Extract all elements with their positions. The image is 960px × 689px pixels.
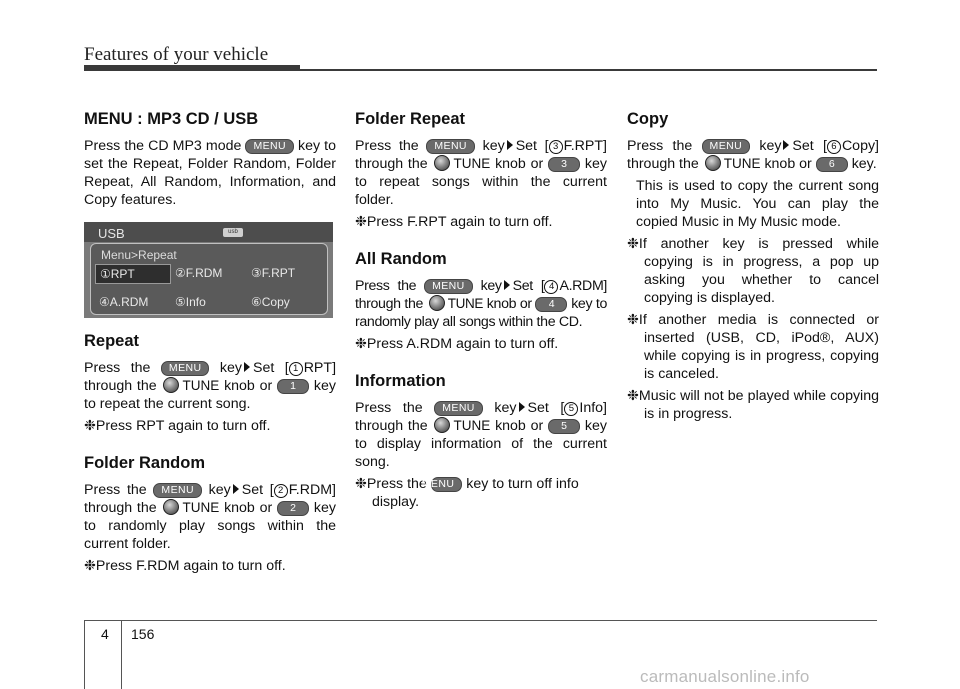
note-mark-icon: ❉ [627,236,639,252]
text: key [219,360,242,376]
menu-key-icon: MENU [434,401,483,416]
text: through the [627,156,699,172]
note-text: Press the [366,476,427,492]
text: through the [355,296,424,312]
text: Set [ [792,138,827,154]
note-mark-icon: ❉ [627,312,639,328]
circled-number-icon: 3 [549,140,563,154]
note-text: Music will not be played while copying is in progress. [638,388,879,422]
tune-label: TUNE [453,418,491,433]
text: Set [ [252,360,289,376]
menu-key-icon: MENU [431,477,463,492]
arrow-right-icon [783,140,789,150]
tune-knob-icon [434,155,450,171]
screen-menu-items [95,264,323,318]
all-random-note [355,335,607,353]
text: knob or [486,296,532,312]
tune-knob-icon [434,417,450,433]
arrow-right-icon [504,280,510,290]
watermark: carmanualsonline.info [640,667,810,686]
note-mark-icon: ❉ [355,214,367,230]
circled-number-icon: 1 [289,362,303,376]
copy-title: Copy [627,110,669,128]
folder-repeat-note [355,213,607,231]
text: key to randomly play all songs within the CD. [355,296,608,330]
folder-random-title: Folder Random [84,454,206,472]
footer-rule [84,620,877,621]
text: knob or [224,500,273,516]
folder-repeat-paragraph [355,137,607,209]
text: Press the [84,482,147,498]
note-text: Press F.RPT again to turn off. [366,214,553,230]
text: Press the [355,400,423,416]
information-title: Information [355,372,446,390]
chapter-number: 4 [101,626,109,642]
copy-note [627,235,879,307]
repeat-note [84,417,336,435]
menu-key-icon: MENU [153,483,202,498]
arrow-right-icon [507,140,513,150]
usb-menu-screen [84,222,333,318]
screen-menu-item-frpt: ③F.RPT [251,266,296,280]
folder-repeat-title: Folder Repeat [355,110,466,128]
note-text: Press F.RDM again to turn off. [95,558,286,574]
copy-note [627,387,879,423]
usb-badge-icon: usb [223,228,243,237]
folder-random-note [84,557,336,575]
screen-menu-item-frdm: ②F.RDM [175,266,223,280]
number-key-icon: 1 [277,379,309,394]
menu-key-icon: MENU [424,279,473,294]
note-mark-icon: ❉ [84,558,96,574]
text: Press the [84,360,151,376]
text: key to randomly play songs within the current folder. [84,500,336,552]
note-text: Press A.RDM again to turn off. [366,336,559,352]
note-text: key to turn off info display. [372,476,579,510]
text: key to display information of the current song. [355,418,607,470]
number-key-icon: 4 [535,297,567,312]
circled-number-icon: 4 [544,280,558,294]
note-text: If another key is pressed while copying is in progress, a pop up asking you whether to cancel copying is displayed. [638,236,879,306]
intro-text-pre: Press the CD MP3 mode [84,138,242,154]
number-key-icon: 3 [548,157,580,172]
text: key [208,482,231,498]
text: through the [84,500,157,516]
footer-divider [121,620,122,689]
note-text: If another media is connected or inserted (USB, CD, iPod®, AUX) while copying is in progress, copying is canceled. [638,312,879,382]
column-2 [355,108,607,515]
tune-knob-icon [163,377,179,393]
number-key-icon: 5 [548,419,580,434]
screen-menu-item-rpt: ①RPT [95,264,171,284]
all-random-title: All Random [355,250,447,268]
page-number: 156 [131,626,155,642]
tune-label: TUNE [182,378,220,393]
main-section-title: MENU : MP3 CD / USB [84,110,259,128]
text: RPT] [303,360,337,376]
menu-key-icon: MENU [426,139,475,154]
text: knob or [224,378,273,394]
header-rule-thick [84,65,300,71]
intro-paragraph [84,137,336,209]
header-rule-thin [300,69,877,71]
text: knob or [495,418,544,434]
text: Press the [355,278,417,294]
text: Press the [627,138,693,154]
copy-description: This is used to copy the current song into My Music. You can play the copied Music in My Music mode. [636,178,879,230]
text: Copy] [841,138,879,154]
tune-label: TUNE [453,156,491,171]
text: key to repeat songs within the current folder. [355,156,607,208]
note-mark-icon: ❉ [627,388,639,404]
note-mark-icon: ❉ [84,418,96,434]
tune-label: TUNE [182,500,220,515]
text: key [482,138,505,154]
information-note [355,475,607,511]
text: knob or [764,156,812,172]
copy-paragraph [627,137,879,173]
note-text: Press RPT again to turn off. [95,418,271,434]
text: A.RDM] [559,278,608,294]
note-mark-icon: ❉ [355,476,367,492]
folder-random-paragraph [84,481,336,553]
arrow-right-icon [519,402,525,412]
circled-number-icon: 2 [274,484,288,498]
circled-number-icon: 6 [827,140,841,154]
menu-key-icon: MENU [702,139,751,154]
text: F.RPT] [563,138,607,154]
circled-number-icon: 5 [564,402,578,416]
text: key. [851,156,877,172]
menu-key-icon: MENU [245,139,294,154]
screen-menu-panel [90,243,328,315]
repeat-paragraph [84,359,336,413]
number-key-icon: 2 [277,501,309,516]
text: Press the [355,138,419,154]
intro-text-post: key to set the Repeat, Folder Random, Folder Repeat, All Random, Information, and Copy features. [84,138,336,208]
all-random-paragraph [355,277,607,331]
screen-title: USB [98,226,125,241]
footer-divider [84,620,85,689]
text: key [494,400,517,416]
text: through the [84,378,157,394]
text: through the [355,418,428,434]
screen-menu-item-info: ⑤Info [175,295,206,309]
text: knob or [495,156,544,172]
screen-menu-item-copy: ⑥Copy [251,295,290,309]
screen-menu-path: Menu>Repeat [101,248,177,262]
information-paragraph [355,399,607,471]
text: Set [ [515,138,549,154]
text: Set [ [512,278,545,294]
tune-knob-icon [429,295,445,311]
tune-knob-icon [705,155,721,171]
tune-label: TUNE [723,156,761,171]
arrow-right-icon [244,362,250,372]
column-1 [84,108,336,579]
copy-note [627,311,879,383]
screen-menu-item-ardm: ④A.RDM [99,295,149,309]
text: F.RDM] [288,482,336,498]
repeat-title: Repeat [84,332,140,350]
page-header-title: Features of your vehicle [84,44,269,65]
text: Set [ [241,482,274,498]
note-mark-icon: ❉ [355,336,367,352]
tune-label: TUNE [447,296,484,311]
text: key to repeat the current song. [84,378,336,412]
screen-menu-row [95,264,323,284]
text: key [480,278,502,294]
arrow-right-icon [233,484,239,494]
screen-menu-row [95,293,323,311]
text: through the [355,156,428,172]
menu-key-icon: MENU [161,361,210,376]
column-3 [627,108,879,427]
tune-knob-icon [163,499,179,515]
text: Info] [579,400,607,416]
number-key-icon: 6 [816,157,848,172]
text: key [759,138,782,154]
text: Set [ [527,400,565,416]
